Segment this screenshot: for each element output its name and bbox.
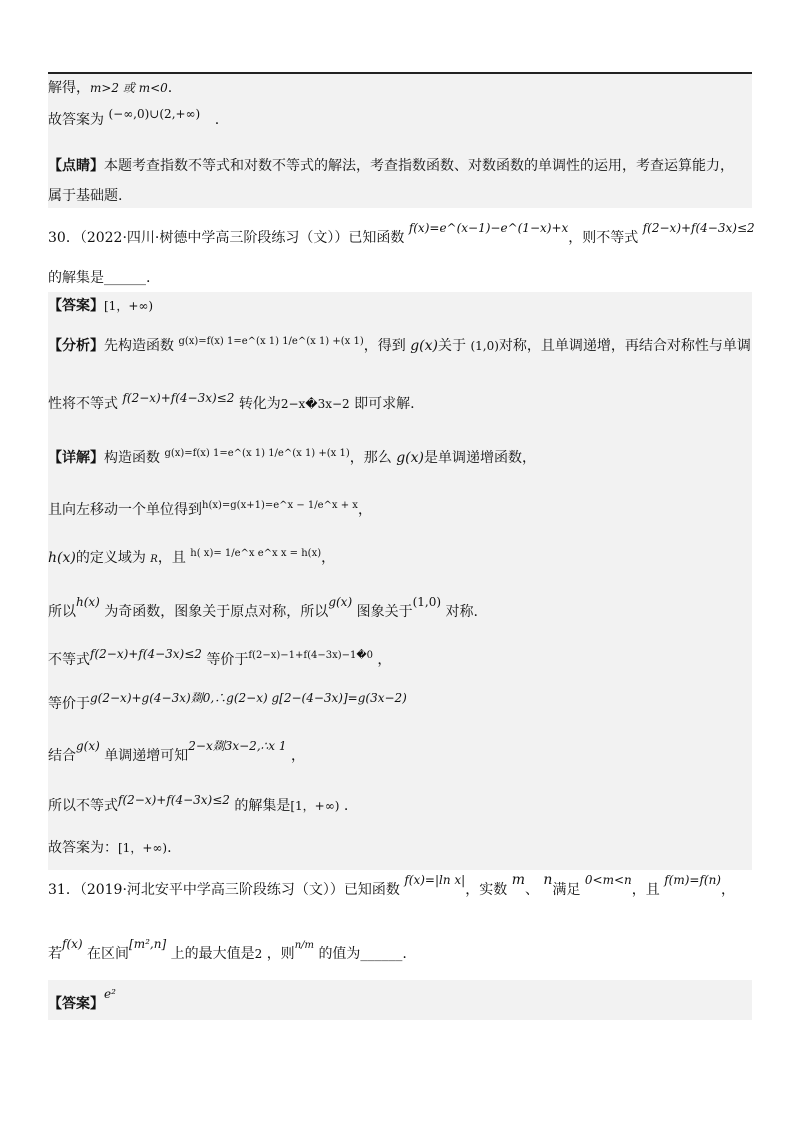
q30-detail-4: 所以h(x) 为奇函数，图象关于原点对称，所以g(x) 图象关于(1,0) 对称. bbox=[48, 595, 478, 620]
q30-detail-3: h(x)的定义域为 R，且 $^{h( x)= 1/e\^{}x e\^{}x x = h(x)}$， bbox=[48, 548, 336, 566]
q30-solution-block bbox=[48, 292, 752, 870]
solve-line: 解得，m>2 或 m<0. bbox=[48, 80, 173, 96]
q30-detail-1: 【详解】构造函数 $^{g(x)=f(x) 1=e\^{}(x 1) 1/e\^{}(x 1) +(x 1)}$，那么 g(x)是单调递增函数， bbox=[48, 448, 536, 466]
q30-detail-6: 等价于g(2−x)+g(4−3x)剟0,∴g(2−x) g[2−(4−3x)]=g(3x−2) bbox=[48, 691, 407, 712]
q30-detail-8: 所以不等式f(2−x)+f(4−3x)≤2 的解集是[1，+∞) . bbox=[48, 793, 349, 814]
q30-detail-7: 结合g(x) 单调递增可知2−x剟3x−2,∴x 1 ， bbox=[48, 739, 305, 764]
comment-line: 【点睛】本题考查指数不等式和对数不等式的解法，考查指数函数、对数函数的单调性的运用，考查运算能力， bbox=[48, 158, 734, 174]
q30-analysis-2: 性将不等式 f(2−x)+f(4−3x)≤2 转化为2−x�3x−2 即可求解. bbox=[48, 391, 415, 412]
q30-detail-5: 不等式f(2−x)+f(4−3x)≤2 等价于$^{f(2-x)-1+f(4-3x)-1�0}$ ， bbox=[48, 647, 392, 668]
q31-stem: 31．（2019·河北安平中学高三阶段练习（文））已知函数 f(x)=|ln x|，实数 m、 n满足 0<m<n，且 f(m)=f(n)， bbox=[48, 872, 735, 898]
q30-stem: 30．（2022·四川·树德中学高三阶段练习（文））已知函数 f(x)=e^(x−1)−e^(1−x)+x，则不等式 f(2−x)+f(4−3x)≤2 bbox=[48, 221, 755, 246]
q31-answer-block bbox=[48, 980, 752, 1020]
q30-detail-2: 且向左移动一个单位得到$^{h(x)=g(x+1)=e\^{}x - 1/e\^{}x + x}$， bbox=[48, 500, 372, 518]
comment-line-2: 属于基础题. bbox=[48, 188, 123, 204]
q31-answer: 【答案】e² bbox=[48, 987, 116, 1012]
q30-answer: 【答案】[1，+∞) bbox=[48, 298, 154, 314]
q30-analysis: 【分析】先构造函数 $^{g(x)=f(x) 1=e\^{}(x 1) 1/e\^{}(x 1) +(x 1)}$，得到 g(x)关于 (1,0)对称，且单调递增，再结合对称性与单调 bbox=[48, 336, 751, 354]
q30-detail-9: 故答案为：[1，+∞). bbox=[48, 840, 172, 856]
q30-stem-2: 的解集是______. bbox=[48, 270, 151, 286]
answer-line: 故答案为 (−∞,0)∪(2,+∞) . bbox=[48, 107, 220, 128]
q31-stem-2: 若f(x) 在区间[m²,n] 上的最大值是2 ，则$^{n/m}$ 的值为______. bbox=[48, 937, 407, 962]
